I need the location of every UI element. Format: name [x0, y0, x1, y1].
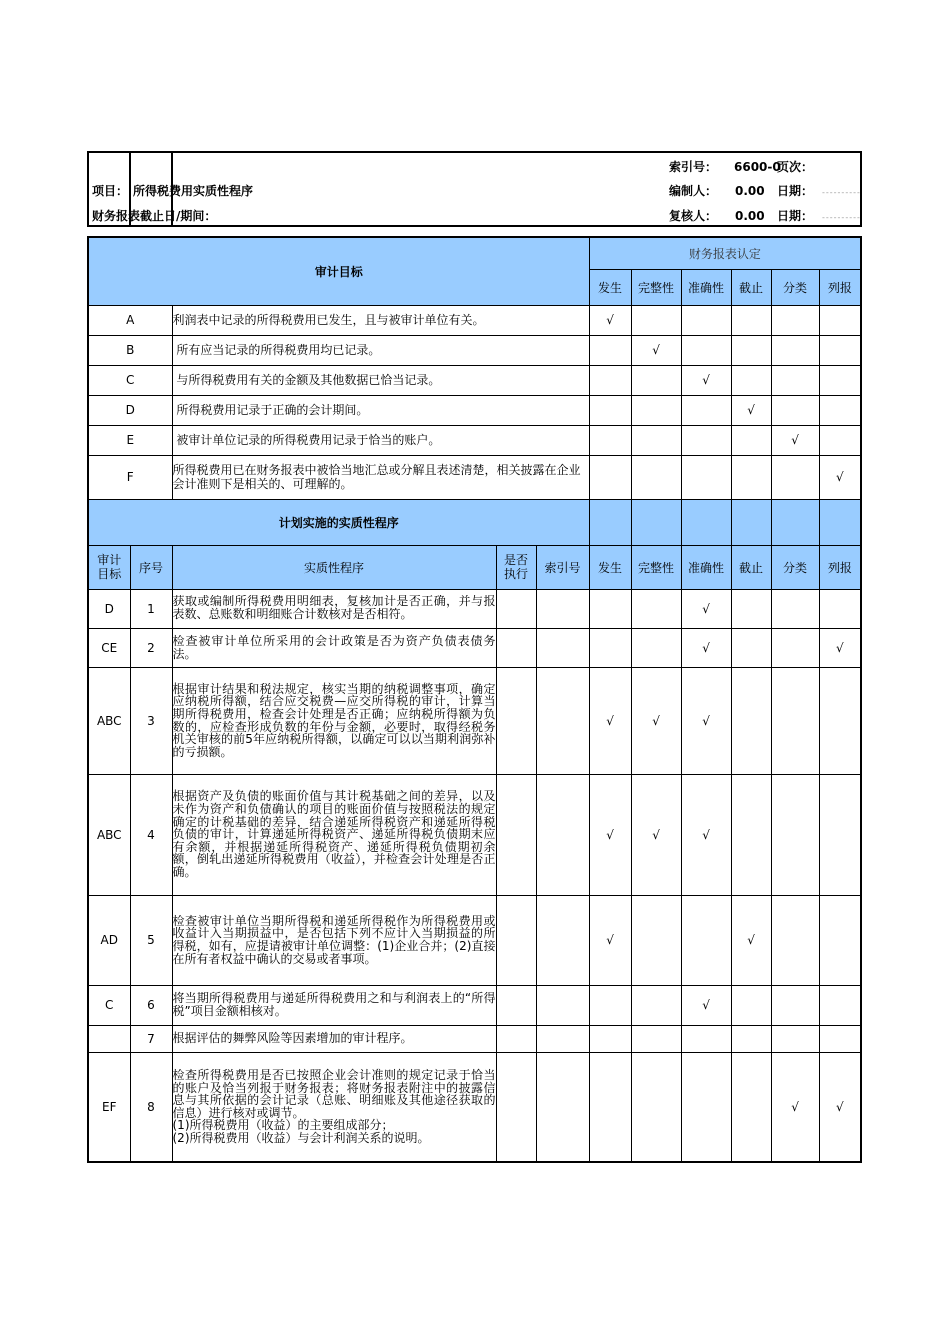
- check-cell: [819, 589, 861, 628]
- check-cell: [631, 365, 681, 395]
- check-cell: [819, 395, 861, 425]
- objective-text: 所得税费用已在财务报表中被恰当地汇总或分解且表述清楚，相关披露在企业会计准则下是相关的、可理解的。: [172, 455, 589, 499]
- check-cell: [819, 667, 861, 774]
- assertion-header: 分类: [771, 269, 819, 305]
- check-cell: √: [681, 667, 731, 774]
- col-procedure-header: 实质性程序: [172, 545, 496, 589]
- procedure-objective: EF: [88, 1052, 130, 1162]
- check-cell: [589, 425, 631, 455]
- check-cell: [589, 335, 631, 365]
- index-cell[interactable]: [536, 774, 589, 895]
- check-cell: [731, 455, 771, 499]
- check-cell: [589, 589, 631, 628]
- procedure-objective: C: [88, 985, 130, 1025]
- objective-text: 所得税费用记录于正确的会计期间。: [172, 395, 589, 425]
- period-label: 财务报表截止日/期间：: [92, 209, 217, 223]
- objective-row: [88, 395, 861, 425]
- objective-code: E: [88, 425, 172, 455]
- procedure-text-body: 检查所得税费用是否已按照企业会计准则的规定记录于恰当的账户及恰当列报于财务报表；将财务报表附注中的披露信息与其所依据的会计记录（总账、明细账及其他途径获取的信息）进行核对或调节。: [172, 1067, 496, 1120]
- page-label: 页次：: [777, 160, 814, 174]
- check-cell: [731, 985, 771, 1025]
- index-label: 索引号：: [669, 160, 718, 174]
- check-cell: [631, 985, 681, 1025]
- check-cell: [771, 895, 819, 985]
- col-objective-header: 审计目标: [88, 545, 130, 589]
- check-cell: √: [589, 774, 631, 895]
- procedure-text: 检查被审计单位所采用的会计政策是否为资产负债表债务法。: [172, 628, 496, 667]
- objective-row: [88, 335, 861, 365]
- index-cell[interactable]: [536, 667, 589, 774]
- procedure-text-body: 获取或编制所得税费用明细表，复核加计是否正确，并与报表数、总账数和明细账合计数核对是否相符。: [172, 594, 496, 621]
- header-block: [87, 151, 862, 227]
- executed-cell[interactable]: [496, 1025, 536, 1052]
- check-cell: √: [681, 985, 731, 1025]
- date2-value: ----------: [822, 213, 861, 222]
- objective-code: F: [88, 455, 172, 499]
- check-cell: [771, 1025, 819, 1052]
- check-cell: √: [681, 774, 731, 895]
- check-cell: [681, 425, 731, 455]
- check-cell: [631, 305, 681, 335]
- check-cell: [771, 455, 819, 499]
- check-cell: [819, 774, 861, 895]
- objective-code: C: [88, 365, 172, 395]
- assertion-header: 发生: [589, 545, 631, 589]
- procedure-text: [172, 589, 496, 628]
- procedure-text: 将当期所得税费用与递延所得税费用之和与利润表上的“所得税”项目金额相核对。: [172, 985, 496, 1025]
- procedure-seq: 3: [130, 667, 172, 774]
- audit-program-table: [87, 236, 862, 1163]
- assertion-header: 发生: [589, 269, 631, 305]
- executed-cell[interactable]: [496, 667, 536, 774]
- objective-row: [88, 365, 861, 395]
- index-value: 6600-0: [734, 160, 781, 174]
- check-cell: [631, 628, 681, 667]
- check-cell: [589, 1052, 631, 1162]
- check-cell: [631, 455, 681, 499]
- check-cell: [589, 985, 631, 1025]
- assertion-header: 准确性: [681, 545, 731, 589]
- check-cell: √: [589, 667, 631, 774]
- objective-row: [88, 305, 861, 335]
- check-cell: [589, 1025, 631, 1052]
- objective-row: [88, 425, 861, 455]
- objective-row: [88, 455, 861, 499]
- objective-code: A: [88, 305, 172, 335]
- check-cell: [631, 1052, 681, 1162]
- date2-label: 日期：: [777, 209, 814, 223]
- objective-code: B: [88, 335, 172, 365]
- check-cell: [771, 365, 819, 395]
- check-cell: [589, 395, 631, 425]
- index-cell[interactable]: [536, 628, 589, 667]
- executed-cell[interactable]: [496, 589, 536, 628]
- check-cell: √: [819, 1052, 861, 1162]
- check-cell: [681, 305, 731, 335]
- check-cell: √: [631, 774, 681, 895]
- procedure-seq: 5: [130, 895, 172, 985]
- procedure-row: [88, 667, 861, 774]
- check-cell: [819, 425, 861, 455]
- assertion-header: 分类: [771, 545, 819, 589]
- procedure-row: [88, 985, 861, 1025]
- reviewed-label: 复核人：: [669, 209, 718, 223]
- check-cell: [771, 774, 819, 895]
- executed-cell[interactable]: [496, 1052, 536, 1162]
- procedure-row: [88, 628, 861, 667]
- procedure-text-item: (1)所得税费用（收益）的主要组成部分；: [172, 1118, 394, 1133]
- check-cell: [631, 589, 681, 628]
- check-cell: [731, 365, 771, 395]
- reviewed-value: 0.00: [735, 209, 765, 223]
- check-cell: [819, 305, 861, 335]
- check-cell: [731, 425, 771, 455]
- check-cell: [631, 1025, 681, 1052]
- prepared-label: 编制人：: [669, 184, 718, 198]
- project-label: 项目：: [92, 184, 129, 198]
- procedure-seq: 8: [130, 1052, 172, 1162]
- check-cell: [589, 365, 631, 395]
- check-cell: [819, 335, 861, 365]
- check-cell: √: [731, 395, 771, 425]
- assertion-header: 完整性: [631, 545, 681, 589]
- procedure-seq: 6: [130, 985, 172, 1025]
- check-cell: √: [819, 628, 861, 667]
- check-cell: [771, 667, 819, 774]
- procedure-seq: 1: [130, 589, 172, 628]
- check-cell: [681, 395, 731, 425]
- check-cell: √: [681, 589, 731, 628]
- procedure-objective: AD: [88, 895, 130, 985]
- objective-text: 利润表中记录的所得税费用已发生，且与被审计单位有关。: [172, 305, 589, 335]
- index-cell[interactable]: [536, 985, 589, 1025]
- executed-cell[interactable]: [496, 774, 536, 895]
- check-cell: √: [681, 628, 731, 667]
- procedure-row: [88, 774, 861, 895]
- date1-value: ----------: [822, 188, 861, 197]
- procedure-seq: 7: [130, 1025, 172, 1052]
- procedure-row: [88, 1052, 861, 1162]
- col-executed-header: 是否执行: [496, 545, 536, 589]
- procedure-text: 检查被审计单位当期所得税和递延所得税作为所得税费用或收益计入当期损益中，是否包括下列不应计入当期损益的所得税，如有，应提请被审计单位调整：(1)企业合并；(2)直接在所有者权益中确认的交易或者事项。: [172, 895, 496, 985]
- procedure-text: [172, 1052, 496, 1162]
- procedure-row: [88, 895, 861, 985]
- assertion-header: 截止: [731, 269, 771, 305]
- procedure-text: 根据评估的舞弊风险等因素增加的审计程序。: [172, 1025, 496, 1052]
- procedure-objective: ABC: [88, 774, 130, 895]
- check-cell: [731, 589, 771, 628]
- check-cell: √: [589, 895, 631, 985]
- check-cell: [681, 1025, 731, 1052]
- objective-text: 与所得税费用有关的金额及其他数据已恰当记录。: [172, 365, 589, 395]
- index-cell[interactable]: [536, 1025, 589, 1052]
- check-cell: √: [731, 895, 771, 985]
- procedure-row: [88, 589, 861, 628]
- check-cell: [771, 628, 819, 667]
- date1-label: 日期：: [777, 184, 814, 198]
- check-cell: [589, 628, 631, 667]
- check-cell: [731, 1052, 771, 1162]
- executed-cell[interactable]: [496, 628, 536, 667]
- procedure-objective: D: [88, 589, 130, 628]
- procedure-objective: ABC: [88, 667, 130, 774]
- check-cell: [631, 895, 681, 985]
- check-cell: √: [589, 305, 631, 335]
- procedure-text-item: (2)所得税费用（收益）与会计利润关系的说明。: [172, 1130, 430, 1145]
- check-cell: [589, 455, 631, 499]
- index-cell[interactable]: [536, 589, 589, 628]
- check-cell: [731, 1025, 771, 1052]
- check-cell: [731, 774, 771, 895]
- col-index-header: 索引号: [536, 545, 589, 589]
- check-cell: √: [631, 667, 681, 774]
- procedures-title: 计划实施的实质性程序: [88, 499, 589, 545]
- assertion-header: 列报: [819, 269, 861, 305]
- procedure-text: 根据资产及负债的账面价值与其计税基础之间的差异，以及未作为资产和负债确认的项目的账面价值与按照税法的规定确定的计税基础的差异，结合递延所得税资产和递延所得税负债的审计，计算递延所得税资产、递延所得税负债期末应有余额，并根据递延所得税资产、递延所得税负债期初余额，倒轧出递延所得税费用（收益），并检查会计处理是否正确。: [172, 774, 496, 895]
- objective-text: 所有应当记录的所得税费用均已记录。: [172, 335, 589, 365]
- check-cell: [681, 455, 731, 499]
- check-cell: [681, 1052, 731, 1162]
- project-value: 所得税费用实质性程序: [133, 184, 254, 198]
- check-cell: [631, 425, 681, 455]
- check-cell: √: [819, 455, 861, 499]
- check-cell: [631, 395, 681, 425]
- check-cell: [771, 305, 819, 335]
- executed-cell[interactable]: [496, 895, 536, 985]
- assertion-header: 准确性: [681, 269, 731, 305]
- assertion-header: 截止: [731, 545, 771, 589]
- check-cell: [731, 667, 771, 774]
- assertion-header: 完整性: [631, 269, 681, 305]
- procedure-seq: 4: [130, 774, 172, 895]
- check-cell: √: [771, 425, 819, 455]
- check-cell: [731, 628, 771, 667]
- check-cell: [819, 985, 861, 1025]
- objectives-title: 审计目标: [88, 237, 589, 305]
- procedure-objective: CE: [88, 628, 130, 667]
- executed-cell[interactable]: [496, 985, 536, 1025]
- check-cell: [771, 589, 819, 628]
- procedure-seq: 2: [130, 628, 172, 667]
- check-cell: [819, 895, 861, 985]
- procedure-text: 根据审计结果和税法规定，核实当期的纳税调整事项，确定应纳税所得额，结合应交税费—应交所得税的审计，计算当期所得税费用，检查会计处理是否正确；应纳税所得额为负数的，应检查形成负数的年份与金额，必要时，取得经税务机关审核的前5年应纳税所得额，以确定可以以当期利润弥补的亏损额。: [172, 667, 496, 774]
- check-cell: [771, 395, 819, 425]
- check-cell: √: [771, 1052, 819, 1162]
- assertion-header: 列报: [819, 545, 861, 589]
- check-cell: [819, 1025, 861, 1052]
- assertion-group-header: 财务报表认定: [589, 237, 861, 269]
- check-cell: √: [681, 365, 731, 395]
- objective-code: D: [88, 395, 172, 425]
- check-cell: [771, 985, 819, 1025]
- index-cell[interactable]: [536, 1052, 589, 1162]
- check-cell: [681, 895, 731, 985]
- check-cell: [731, 335, 771, 365]
- procedure-objective: [88, 1025, 130, 1052]
- check-cell: [771, 335, 819, 365]
- check-cell: [731, 305, 771, 335]
- check-cell: √: [631, 335, 681, 365]
- index-cell[interactable]: [536, 895, 589, 985]
- check-cell: [819, 365, 861, 395]
- objective-text: 被审计单位记录的所得税费用记录于恰当的账户。: [172, 425, 589, 455]
- col-seq-header: 序号: [130, 545, 172, 589]
- procedure-row: [88, 1025, 861, 1052]
- check-cell: [681, 335, 731, 365]
- prepared-value: 0.00: [735, 184, 765, 198]
